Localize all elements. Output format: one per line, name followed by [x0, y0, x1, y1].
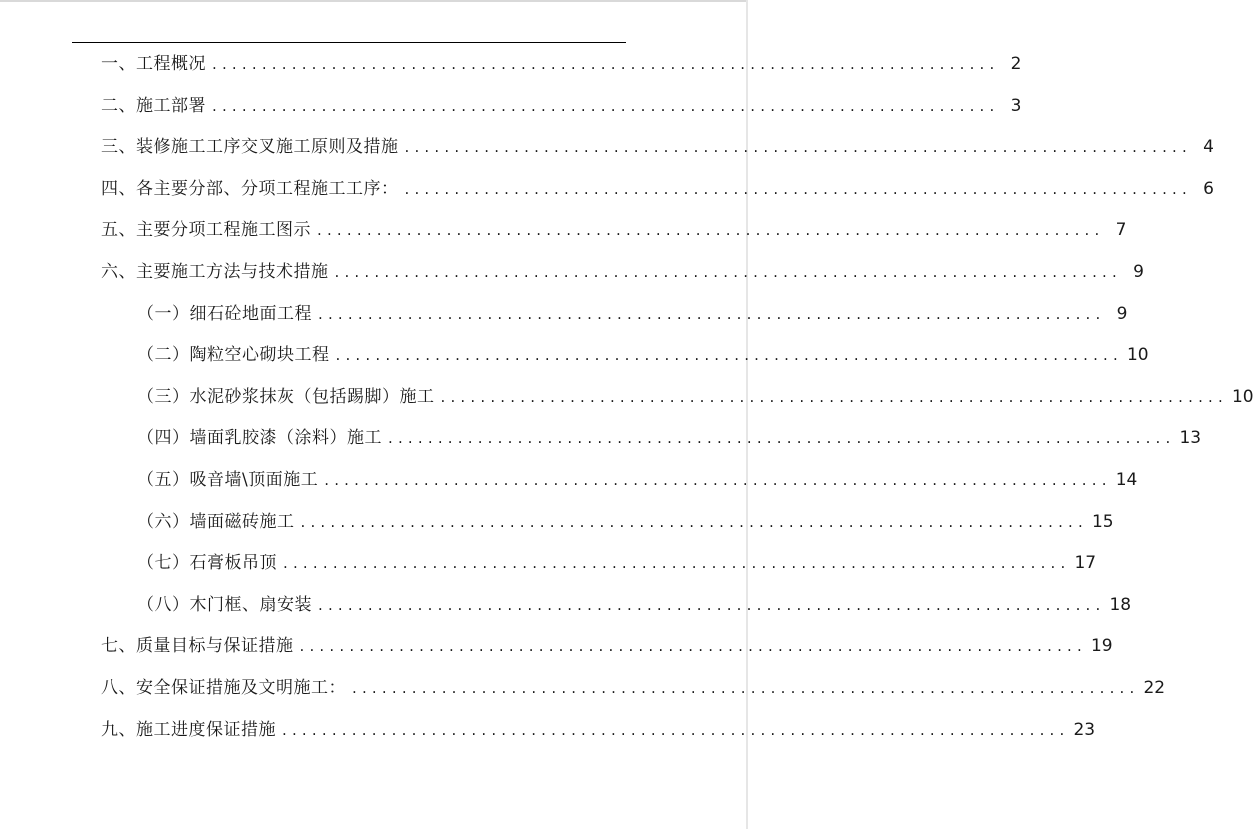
toc-entry-page-number: 9 — [1116, 303, 1128, 324]
toc-entry-page-number: 10 — [1126, 345, 1149, 366]
toc-dot-leader: ............................................................................... — [388, 429, 1176, 448]
toc-dot-leader: ............................................................................... — [317, 221, 1105, 240]
toc-entry-label: 七、质量目标与保证措施 — [101, 636, 294, 657]
toc-entry-page-number: 4 — [1203, 137, 1214, 158]
toc-entry-page-number: 18 — [1109, 594, 1132, 615]
toc-entry-label: 四、各主要分部、分项工程施工工序： — [101, 178, 399, 199]
toc-entry[interactable] — [101, 175, 1214, 203]
toc-dot-leader: ............................................................................... — [324, 471, 1112, 489]
page-edge-top — [0, 0, 748, 2]
toc-entry[interactable] — [101, 258, 1144, 286]
toc-entry-label: （三）水泥砂浆抹灰（包括踢脚）施工 — [137, 386, 435, 407]
toc-entry-label: （六）墙面磁砖施工 — [137, 511, 295, 532]
toc-entry-label: （八）木门框、扇安装 — [137, 594, 312, 615]
toc-entry-label: 五、主要分项工程施工图示 — [101, 220, 311, 241]
toc-entry-page-number: 6 — [1203, 178, 1214, 199]
toc-dot-leader: ............................................................................... — [212, 96, 1000, 115]
toc-entry-label: 八、安全保证措施及文明施工： — [101, 678, 346, 698]
toc-entry-label: 九、施工进度保证措施 — [101, 719, 276, 740]
toc-entry-page-number: 19 — [1090, 636, 1113, 657]
toc-entry-label: 六、主要施工方法与技术措施 — [101, 262, 329, 282]
toc-entry-label: （七）石膏板吊顶 — [137, 553, 277, 574]
toc-entry-label: （一）细石砼地面工程 — [137, 303, 312, 324]
toc-entry-label: 一、工程概况 — [101, 54, 206, 74]
toc-dot-leader: ............................................................................... — [318, 304, 1106, 323]
toc-entry[interactable] — [137, 591, 1132, 619]
toc-entry-label: （二）陶粒空心砌块工程 — [137, 345, 330, 366]
toc-dot-leader: ............................................................................... — [334, 263, 1122, 281]
toc-entry-label: （五）吸音墙\顶面施工 — [137, 470, 319, 490]
toc-entry-label: 二、施工部署 — [101, 95, 206, 116]
toc-entry-page-number: 22 — [1143, 678, 1166, 698]
toc-dot-leader: ............................................................................... — [300, 512, 1088, 531]
toc-entry-label: 三、装修施工工序交叉施工原则及措施 — [101, 137, 399, 158]
toc-dot-leader: ............................................................................... — [335, 346, 1123, 365]
toc-entry-page-number: 2 — [1010, 54, 1022, 74]
toc-entry[interactable] — [137, 466, 1138, 494]
toc-entry-page-number: 23 — [1073, 719, 1096, 740]
toc-entry-page-number: 17 — [1074, 553, 1097, 574]
toc-entry-page-number: 7 — [1115, 220, 1127, 241]
toc-dot-leader: ............................................................................... — [282, 720, 1070, 739]
toc-entry[interactable] — [137, 300, 1128, 328]
toc-entry[interactable] — [137, 508, 1114, 536]
toc-entry[interactable] — [137, 383, 1254, 411]
toc-dot-leader: ............................................................................... — [352, 679, 1140, 697]
toc-entry-label: （四）墙面乳胶漆（涂料）施工 — [137, 428, 382, 449]
toc-dot-leader: ............................................................................... — [283, 554, 1071, 573]
toc-dot-leader: ............................................................................... — [318, 595, 1106, 614]
toc-dot-leader: ............................................................................... — [404, 138, 1192, 157]
toc-entry-page-number: 13 — [1179, 428, 1202, 449]
toc-dot-leader: ............................................................................... — [299, 637, 1087, 656]
toc-entry[interactable] — [101, 216, 1127, 244]
toc-entry[interactable] — [101, 716, 1096, 744]
toc-entry-page-number: 3 — [1010, 95, 1022, 116]
toc-entry[interactable] — [101, 50, 1022, 78]
toc-dot-leader: ............................................................................... — [440, 387, 1228, 406]
toc-entry[interactable] — [101, 133, 1214, 161]
toc-entry[interactable] — [137, 549, 1097, 577]
toc-entry-page-number: 15 — [1091, 511, 1114, 532]
toc-entry-page-number: 14 — [1115, 470, 1138, 490]
toc-dot-leader: ............................................................................... — [212, 55, 1000, 73]
header-rule — [72, 42, 626, 43]
toc-entry[interactable] — [101, 632, 1113, 660]
toc-entry[interactable] — [101, 92, 1022, 120]
toc-dot-leader: ............................................................................... — [404, 179, 1192, 198]
page-edge-right — [746, 0, 748, 829]
toc-entry-page-number: 10 — [1231, 386, 1254, 407]
toc-entry[interactable] — [101, 674, 1166, 702]
toc-entry-page-number: 9 — [1133, 262, 1144, 282]
toc-entry[interactable] — [137, 341, 1149, 369]
toc-entry[interactable] — [137, 424, 1202, 452]
